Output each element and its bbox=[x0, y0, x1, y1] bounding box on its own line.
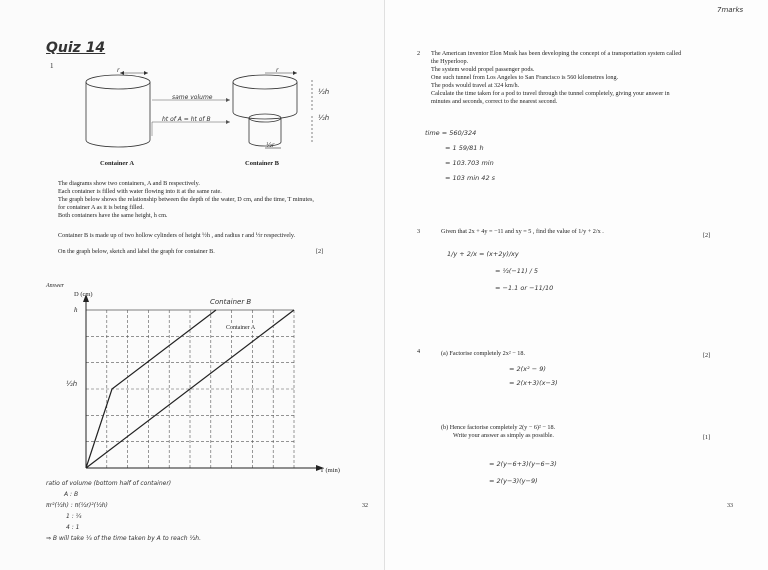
page-number-left: 32 bbox=[362, 503, 368, 509]
desc-line: for container A as it is being filled. bbox=[58, 204, 144, 211]
q4b-text: (b) Hence factorise completely 2(y − 6)² − 18. bbox=[441, 424, 556, 431]
work-line: 1 : ¼ bbox=[66, 513, 82, 520]
q3-text: Given that 2x + 4y = −11 and xy = 5 , find the value of 1/y + 2/x . bbox=[441, 228, 604, 235]
q2-working bbox=[425, 126, 495, 186]
container-a-caption: Container A bbox=[100, 160, 135, 167]
q3-number: 3 bbox=[417, 228, 421, 235]
page-number-right: 33 bbox=[727, 503, 733, 509]
right-page bbox=[384, 0, 768, 570]
container-b-description: Container B is made up of two hollow cylinders of height ½h , and radius r and ½r respectively. bbox=[58, 232, 296, 239]
student-working bbox=[46, 478, 346, 544]
work-line: = 2(x+3)(x−3) bbox=[509, 379, 558, 387]
container-b-shape bbox=[152, 71, 312, 148]
work-line: = 103 min 42 s bbox=[445, 174, 496, 182]
q1-number: 1 bbox=[50, 62, 54, 70]
question-description bbox=[58, 180, 378, 220]
work-line: = 2(y−3)(y−9) bbox=[489, 477, 538, 485]
work-line: ratio of volume (bottom half of container) bbox=[46, 480, 172, 487]
q4a-text: (a) Factorise completely 2x² − 18. bbox=[441, 350, 526, 357]
work-line: = 2(x² − 9) bbox=[509, 365, 546, 373]
total-marks: 7marks bbox=[717, 6, 744, 14]
q2-line: the Hyperloop. bbox=[431, 58, 469, 65]
sketch-instruction: On the graph below, sketch and label the graph for container B. bbox=[58, 248, 215, 255]
desc-line: The graph below shows the relationship between the depth of the water, D cm, and the time, T minutes, bbox=[58, 196, 314, 203]
container-b-graph-label: Container B bbox=[210, 298, 252, 306]
half-h-top: ½h bbox=[318, 88, 330, 96]
work-line: A : B bbox=[64, 491, 79, 498]
q4b-text-2: Write your answer as simply as possible. bbox=[453, 432, 554, 439]
r-label-a: r bbox=[117, 67, 120, 74]
work-line: = 103.703 min bbox=[445, 159, 494, 167]
q2-number: 2 bbox=[417, 50, 421, 57]
same-volume-note: same volume bbox=[172, 94, 213, 101]
work-line: ⇒ B will take ¼ of the time taken by A to reach ½h. bbox=[46, 535, 201, 542]
y-axis-label: D (cm) bbox=[74, 291, 93, 298]
height-equal-note: ht of A = ht of B bbox=[162, 116, 211, 123]
desc-line: Both containers have the same height, h cm. bbox=[58, 212, 168, 219]
q3-working bbox=[447, 246, 553, 297]
q4a-working bbox=[509, 362, 558, 390]
work-line: = 2(y−6+3)(y−6−3) bbox=[489, 460, 557, 468]
half-r-label: ½r bbox=[266, 142, 275, 149]
q4a-marks: [2] bbox=[703, 352, 711, 359]
q1-marks: [2] bbox=[316, 248, 324, 255]
q4b-working bbox=[489, 456, 557, 490]
q4-number: 4 bbox=[417, 348, 421, 355]
desc-line: The diagrams show two containers, A and B respectively. bbox=[58, 180, 200, 187]
q2-line: minutes and seconds, correct to the nearest second. bbox=[431, 98, 558, 105]
q2-text bbox=[431, 50, 751, 106]
work-line: time = 560/324 bbox=[425, 129, 477, 137]
desc-line: Each container is filled with water flowing into it at the same rate. bbox=[58, 188, 222, 195]
q2-line: The American inventor Elon Musk has been developing the concept of a transportation system called bbox=[431, 50, 682, 57]
q3-marks: [2] bbox=[703, 232, 711, 239]
work-line: πr²(½h) : π(½r)²(½h) bbox=[46, 502, 108, 509]
x-axis-label: T (min) bbox=[320, 467, 340, 474]
half-h-bottom: ½h bbox=[318, 114, 330, 122]
q2-line: The pods would travel at 324 km/h. bbox=[431, 82, 520, 89]
half-h-tick-label: ½h bbox=[66, 380, 78, 388]
container-a-shape bbox=[86, 71, 150, 147]
q4b-marks: [1] bbox=[703, 434, 711, 441]
q2-line: One such tunnel from Los Angeles to San Francisco is 560 kilometres long. bbox=[431, 74, 619, 81]
work-line: 1/y + 2/x = (x+2y)/xy bbox=[447, 250, 519, 258]
quiz-title: Quiz 14 bbox=[46, 40, 106, 56]
container-a-graph-label: Container A bbox=[226, 325, 256, 331]
work-line: = 1 59/81 h bbox=[445, 144, 484, 152]
answer-label: Answer bbox=[46, 283, 64, 289]
r-label-b: r bbox=[276, 67, 279, 74]
work-line: 4 : 1 bbox=[66, 524, 80, 531]
q2-line: Calculate the time taken for a pod to travel through the tunnel completely, giving your answer in bbox=[431, 90, 670, 97]
q2-line: The system would propel passenger pods. bbox=[431, 66, 535, 73]
container-b-caption: Container B bbox=[245, 160, 280, 167]
work-line: = −1.1 or −11/10 bbox=[495, 284, 554, 292]
depth-time-graph bbox=[40, 288, 340, 483]
work-line: = ½(−11) / 5 bbox=[495, 267, 539, 275]
containers-diagram bbox=[80, 60, 350, 160]
h-tick-label: h bbox=[74, 306, 78, 314]
